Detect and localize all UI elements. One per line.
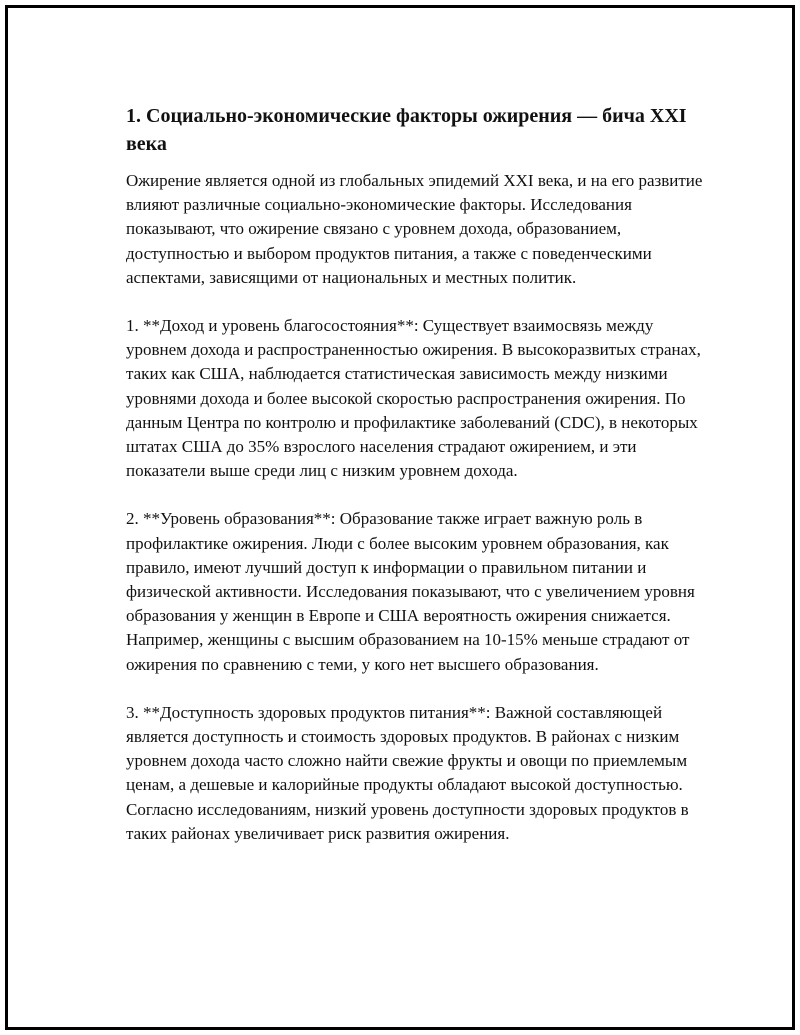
education-paragraph: 2. **Уровень образования**: Образование также играет важную роль в профилактике ожирения. Люди с более высоким уровнем образования, как правило, имеют лучший доступ к информации о правильном питании и физической активности. Исследования показывают, что с увеличением уровня образования у женщин в Европе и США вероятность ожирения снижается. Например, женщины с высшим образованием на 10-15% меньше страдают от ожирения по сравнению с теми, у кого нет высшего образования. — [126, 509, 695, 674]
income-paragraph: 1. **Доход и уровень благосостояния**: Существует взаимосвязь между уровнем дохода и распространенностью ожирения. В высокоразвитых странах, таких как США, наблюдается статистическая зависимость между низкими уровнями дохода и более высокой скоростью распространения ожирения. По данным Центра по контролю и профилактике заболеваний (CDC), в некоторых штатах США до 35% взрослого населения страдают ожирением, и эти показатели выше среди лиц с низким уровнем дохода. — [126, 316, 701, 481]
food-access-paragraph: 3. **Доступность здоровых продуктов питания**: Важной составляющей является доступность и стоимость здоровых продуктов. В районах с низким уровнем дохода часто сложно найти свежие фрукты и овощи по приемлемым ценам, а дешевые и калорийные продукты обладают высокой доступностью. Согласно исследованиям, низкий уровень доступности здоровых продуктов в таких районах увеличивает риск развития ожирения. — [126, 702, 689, 843]
intro-paragraph: Ожирение является одной из глобальных эпидемий XXI века, и на его развитие влияют различные социально-экономические факторы. Исследования показывают, что ожирение связано с уровнем дохода, образованием, доступностью и выбором продуктов питания, а также с поведенческими аспектами, зависящими от национальных и местных политик. — [126, 171, 703, 287]
section-heading: 1. Социально-экономические факторы ожирения — бича XXI века — [126, 105, 687, 155]
page-frame — [5, 5, 795, 1030]
document-body — [126, 102, 706, 870]
